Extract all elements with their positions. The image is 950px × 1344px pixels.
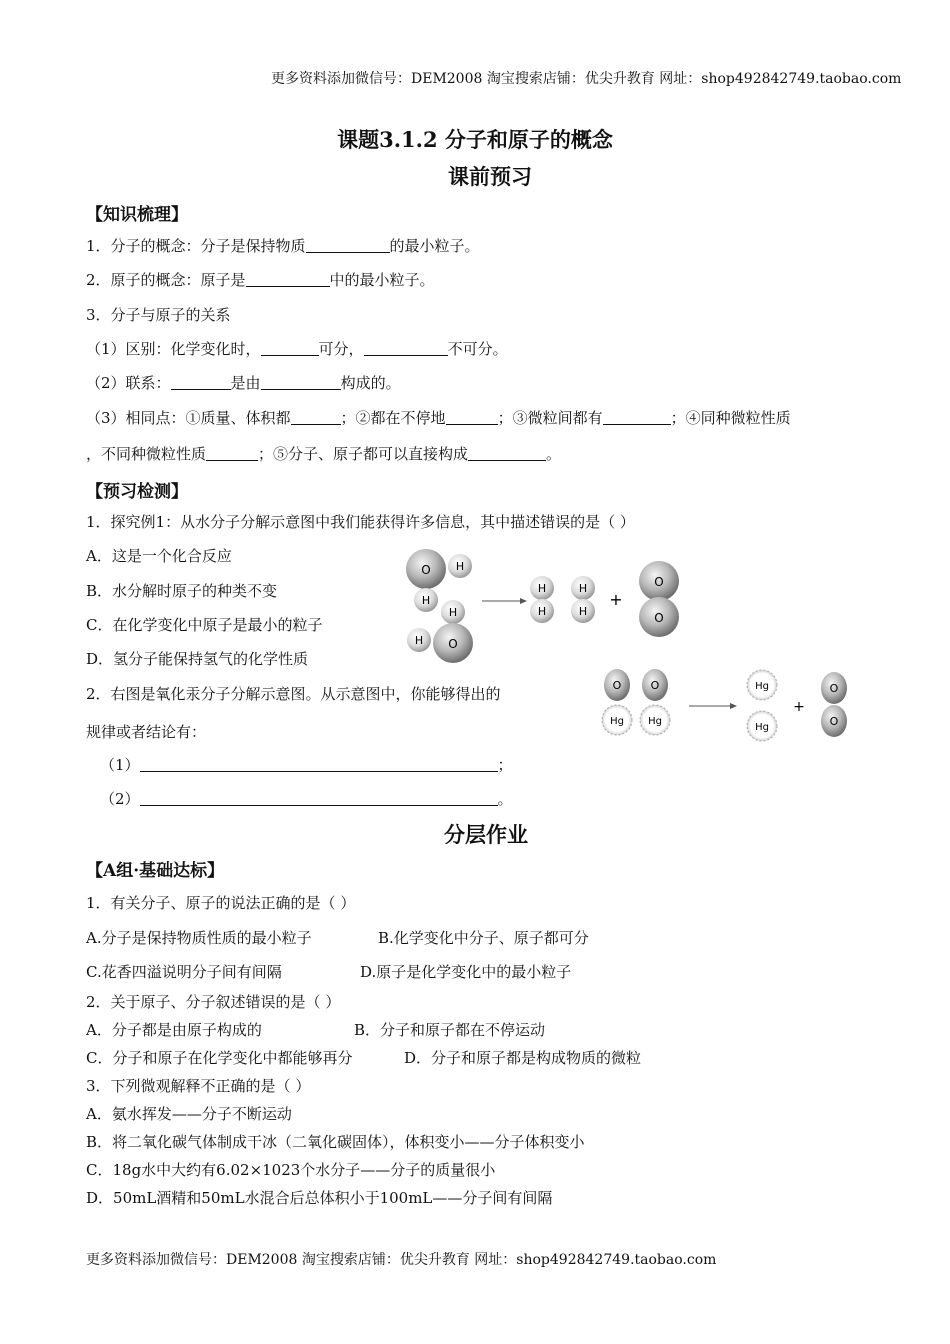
oxygen-atom [642, 669, 668, 701]
hydrogen-atom [441, 600, 465, 624]
svg-text:H: H [448, 606, 458, 619]
hw-q1-option-a: A.分子是保持物质性质的最小粒子 [86, 929, 312, 947]
knowledge-line-3: 3．分子与原子的关系 [86, 306, 231, 324]
answer-blank[interactable] [140, 756, 498, 772]
knowledge-line-1: 1．分子的概念：分子是保持物质 的最小粒子。 [86, 237, 480, 255]
svg-text:O: O [654, 575, 664, 589]
oxygen-atom [639, 597, 679, 637]
preview-question-1: 1．探究例1：从水分子分解示意图中我们能获得许多信息，其中描述错误的是（ ） [86, 513, 635, 531]
fill-blank[interactable] [306, 237, 390, 253]
hw-question-3: 3．下列微观解释不正确的是（ ） [86, 1077, 311, 1095]
hw-q3-option-b: B．将二氧化碳气体制成干冰（二氧化碳固体），体积变小——分子体积变小 [86, 1133, 585, 1151]
svg-text:H: H [578, 605, 588, 618]
hw-q3-option-c: C．18g水中大约有6.02×1023个水分子——分子的质量很小 [86, 1161, 496, 1179]
oxygen-atom [433, 623, 473, 663]
fill-blank[interactable] [603, 409, 671, 425]
hw-question-2: 2．关于原子、分子叙述错误的是（ ） [86, 993, 341, 1011]
heading-group-a: 【A组·基础达标】 [86, 861, 225, 881]
hydrogen-atom [414, 588, 438, 612]
q1-option-c: C．在化学变化中原子是最小的粒子 [86, 616, 323, 634]
hydrogen-atom [407, 628, 431, 652]
knowledge-line-2: 2．原子的概念：原子是 中的最小粒子。 [86, 271, 435, 289]
oxygen-atom [821, 672, 847, 704]
preview-question-2: 2．右图是氧化汞分子分解示意图。从示意图中，你能够得出的 [86, 685, 501, 703]
svg-text:O: O [829, 715, 839, 728]
page-title: 课题3.1.2 分子和原子的概念 [337, 127, 613, 152]
heading-knowledge: 【知识梳理】 [86, 205, 188, 225]
mercury-oxide-diagram [598, 662, 856, 748]
svg-text:H: H [455, 560, 465, 573]
hydrogen-atom [448, 554, 472, 578]
fill-blank[interactable] [261, 374, 341, 390]
q1-option-d: D．氢分子能保持氢气的化学性质 [86, 650, 309, 668]
heading-preview-check: 【预习检测】 [86, 482, 188, 502]
svg-text:Hg: Hg [610, 716, 624, 727]
hw-question-1: 1．有关分子、原子的说法正确的是（ ） [86, 894, 356, 912]
page-header: 更多资料添加微信号：DEM2008 淘宝搜索店铺：优尖升教育 网址：shop492842749.taobao.com [271, 71, 902, 87]
hw-q1-option-c: C.花香四溢说明分子间有间隔 [86, 963, 282, 981]
mercury-atom [640, 705, 670, 735]
fill-blank[interactable] [171, 374, 231, 390]
svg-text:H: H [537, 605, 547, 618]
mercury-atom [747, 711, 777, 741]
fill-blank[interactable] [291, 409, 341, 425]
section-title-preview: 课前预习 [448, 164, 532, 189]
svg-text:O: O [650, 679, 660, 692]
fill-blank[interactable] [364, 340, 448, 356]
fill-blank[interactable] [468, 445, 546, 461]
hw-q3-option-a: A．氨水挥发——分子不断运动 [86, 1105, 292, 1123]
svg-text:O: O [448, 637, 458, 651]
answer-blank[interactable] [140, 790, 498, 806]
fill-blank[interactable] [246, 271, 330, 287]
svg-text:Hg: Hg [755, 722, 769, 733]
svg-text:H: H [414, 634, 424, 647]
answer-line-1: （1） ； [100, 756, 513, 774]
q1-option-b: B．水分解时原子的种类不变 [86, 582, 278, 600]
hw-q2-option-d: D．分子和原子都是构成物质的微粒 [404, 1049, 642, 1067]
oxygen-atom [406, 549, 446, 589]
hw-q2-option-c: C．分子和原子在化学变化中都能够再分 [86, 1049, 353, 1067]
hydrogen-atom [571, 576, 595, 600]
answer-line-2: （2） 。 [100, 790, 513, 808]
svg-text:O: O [421, 563, 431, 577]
knowledge-line-7: ，不同种微粒性质 ；⑤分子、原子都可以直接构成 。 [86, 445, 562, 463]
fill-blank[interactable] [446, 409, 498, 425]
knowledge-line-5: （2）联系： 是由 构成的。 [86, 374, 401, 392]
oxygen-atom [821, 705, 847, 737]
hydrogen-atom [530, 599, 554, 623]
mercury-atom [747, 670, 777, 700]
hw-q2-option-a: A．分子都是由原子构成的 [86, 1021, 262, 1039]
q1-option-a: A．这是一个化合反应 [86, 547, 232, 565]
oxygen-atom [639, 561, 679, 601]
hw-q2-option-b: B．分子和原子都在不停运动 [354, 1021, 546, 1039]
hydrogen-atom [530, 576, 554, 600]
fill-blank[interactable] [206, 445, 258, 461]
fill-blank[interactable] [261, 340, 319, 356]
knowledge-line-6: （3）相同点：①质量、体积都 ；②都在不停地 ；③微粒间都有 ；④同种微粒性质 [86, 409, 791, 427]
mercury-atom [602, 705, 632, 735]
hw-q1-option-b: B.化学变化中分子、原子都可分 [378, 929, 589, 947]
section-title-homework: 分层作业 [444, 822, 528, 847]
preview-question-2-cont: 规律或者结论有： [86, 723, 207, 741]
oxygen-atom [604, 669, 630, 701]
plus-sign: + [609, 590, 623, 609]
svg-text:H: H [421, 594, 431, 607]
water-decomposition-diagram [398, 548, 698, 664]
plus-sign: + [793, 699, 805, 715]
hw-q3-option-d: D．50mL酒精和50mL水混合后总体积小于100mL——分子间有间隔 [86, 1189, 553, 1207]
page-footer: 更多资料添加微信号：DEM2008 淘宝搜索店铺：优尖升教育 网址：shop492842749.taobao.com [86, 1252, 717, 1268]
svg-text:O: O [654, 611, 664, 625]
svg-text:H: H [578, 582, 588, 595]
knowledge-line-4: （1）区别：化学变化时， 可分， 不可分。 [86, 340, 508, 358]
svg-text:O: O [612, 679, 622, 692]
hw-q1-option-d: D.原子是化学变化中的最小粒子 [360, 963, 572, 981]
svg-text:O: O [829, 682, 839, 695]
hydrogen-atom [571, 599, 595, 623]
svg-text:Hg: Hg [648, 716, 662, 727]
svg-text:H: H [537, 582, 547, 595]
svg-text:Hg: Hg [755, 681, 769, 692]
